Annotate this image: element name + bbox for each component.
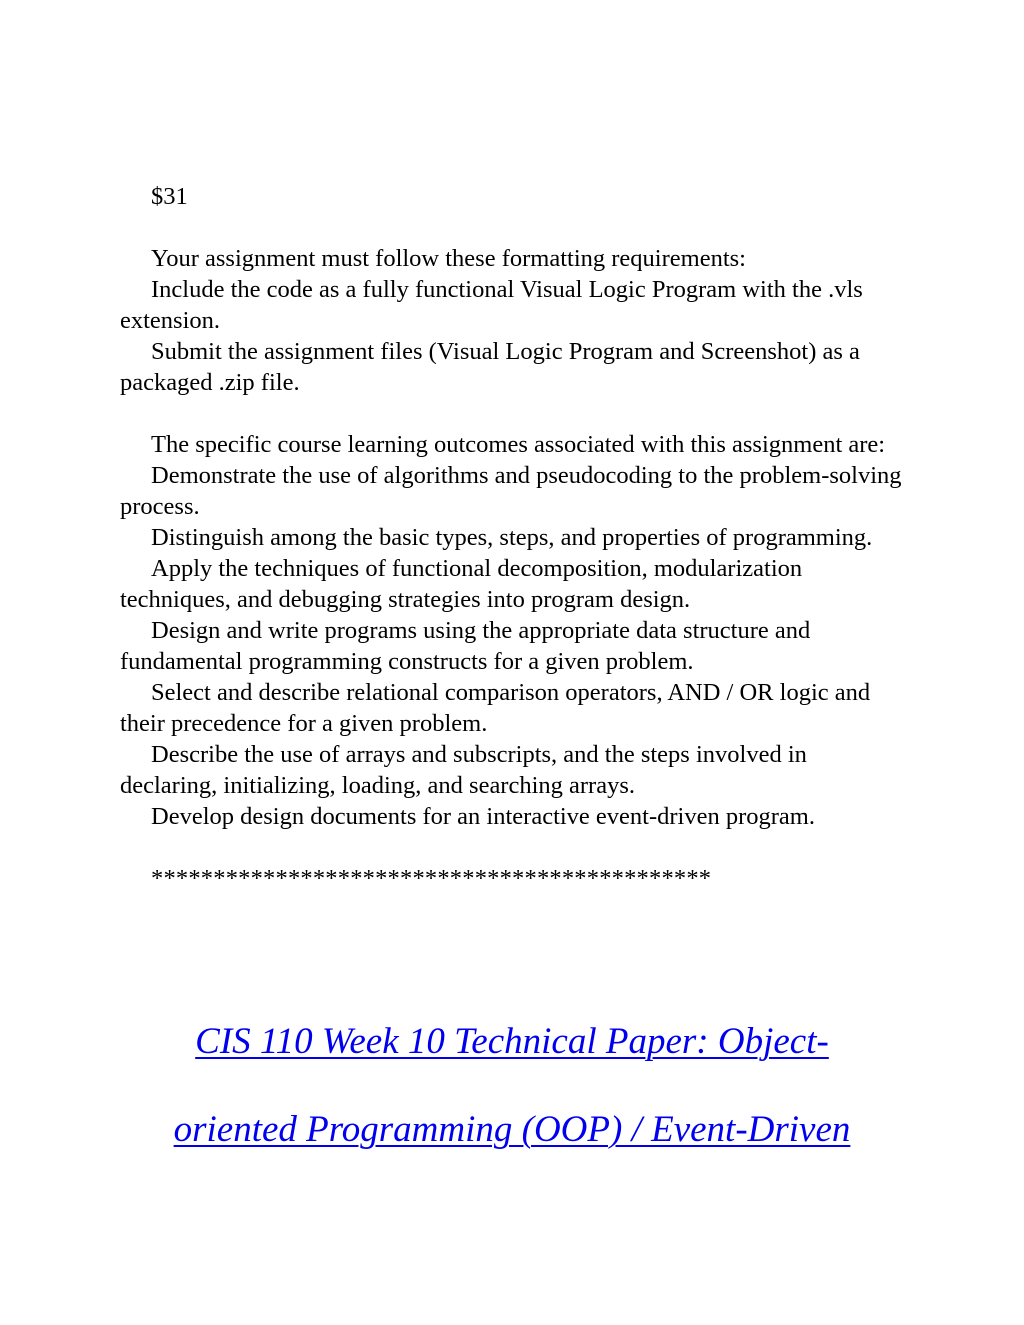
outcome-item: Describe the use of arrays and subscripts, and the steps involved in declaring, initializing, loading, and searching arrays. [120, 741, 807, 799]
outcome-item: Select and describe relational comparison operators, AND / OR logic and their precedence for a given problem. [120, 679, 871, 737]
course-link[interactable]: CIS 110 Week 10 Technical Paper: Object- [195, 1021, 829, 1062]
spacer [120, 832, 910, 863]
outcome-item: Develop design documents for an interactive event-driven program. [151, 803, 815, 830]
formatting-item: Submit the assignment files (Visual Logic Program and Screenshot) as a packaged .zip file. [120, 338, 860, 396]
link-heading-line-1 [0, 1020, 1024, 1064]
formatting-item: Include the code as a fully functional Visual Logic Program with the .vls extension. [120, 276, 863, 334]
separator-line: ********************************************* [151, 865, 712, 892]
spacer [120, 212, 910, 243]
link-heading-line-2 [0, 1108, 1024, 1152]
outcome-item: Design and write programs using the appropriate data structure and fundamental programming constructs for a given problem. [120, 617, 811, 675]
outcome-item: Distinguish among the basic types, steps, and properties of programming. [151, 524, 873, 551]
outcome-item: Demonstrate the use of algorithms and pseudocoding to the problem-solving process. [120, 462, 902, 520]
formatting-intro: Your assignment must follow these formatting requirements: [151, 245, 746, 272]
price-text: $31 [151, 183, 188, 210]
course-link-continued[interactable]: oriented Programming (OOP) / Event-Driven [173, 1109, 851, 1150]
outcomes-intro: The specific course learning outcomes associated with this assignment are: [151, 431, 886, 458]
outcome-item: Apply the techniques of functional decomposition, modularization techniques, and debugging strategies into program design. [120, 555, 803, 613]
document-body [120, 181, 910, 894]
spacer [120, 398, 910, 429]
